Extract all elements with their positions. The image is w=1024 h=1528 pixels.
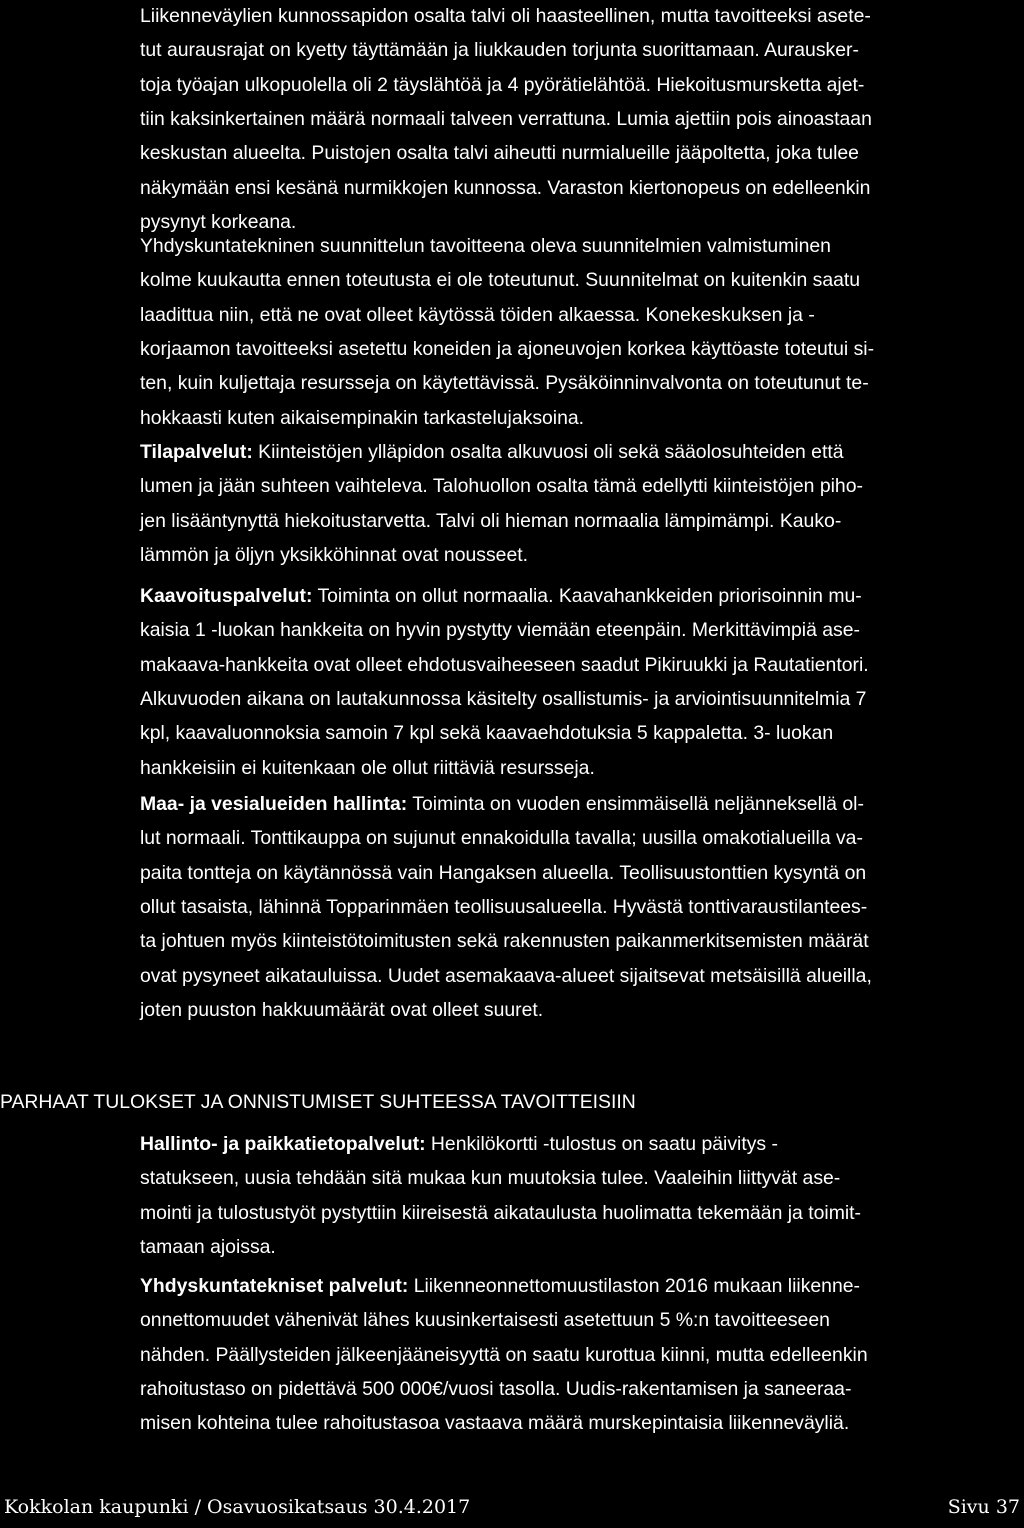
text-line xyxy=(140,137,859,169)
line-text: tiin kaksinkertainen määrä normaali talveen verrattuna. Lumia ajettiin pois ainoastaan xyxy=(140,107,872,130)
line-text: toja työajan ulkopuolella oli 2 täyslähtöä ja 4 pyörätielähtöä. Hiekoitusmursketta ajet- xyxy=(140,73,865,96)
line-text: korjaamon tavoitteeksi asetettu koneiden ja ajoneuvojen korkea käyttöaste toteutui si- xyxy=(140,337,875,360)
paragraph-lead: Tilapalvelut: xyxy=(140,441,253,463)
line-text: lämmön ja öljyn yksikköhinnat ovat nousseet. xyxy=(140,543,529,566)
text-line xyxy=(140,230,831,262)
text-line xyxy=(140,103,872,135)
line-text: tut aurausrajat on kyetty täyttämään ja liukkauden torjunta suorittamaan. Aurausker- xyxy=(140,39,859,62)
line-text: jen lisääntynyttä hiekoitustarvetta. Talvi oli hieman normaalia lämpimämpi. Kauko- xyxy=(140,509,842,532)
text-line xyxy=(140,683,866,715)
text-line xyxy=(140,1339,868,1371)
text-line xyxy=(140,1128,778,1160)
text-line xyxy=(140,752,595,784)
line-text: makaava-hankkeita ovat olleet ehdotusvaiheeseen saadut Pikiruukki ja Rautatientori. xyxy=(140,653,869,676)
text-line xyxy=(140,925,869,957)
text-line xyxy=(140,172,870,204)
line-text: ollut tasaista, lähinnä Topparinmäen teollisuusalueella. Hyvästä tonttivaraustilantees- xyxy=(140,895,868,918)
paragraph-lead: Yhdyskuntatekniset palvelut: xyxy=(140,1275,409,1297)
text-line xyxy=(140,960,872,992)
paragraph-lead: Maa- ja vesialueiden hallinta: xyxy=(140,793,408,815)
text-line xyxy=(140,717,833,749)
text-line xyxy=(140,0,871,32)
paragraph-lead: Kaavoituspalvelut: xyxy=(140,585,313,607)
text-line xyxy=(140,994,543,1026)
text-line xyxy=(140,1304,830,1336)
text-line xyxy=(140,264,860,296)
line-text: keskustan alueelta. Puistojen osalta talvi aiheutti nurmialueille jääpoltetta, joka tulee xyxy=(140,142,859,165)
line-text: rahoitustaso on pidettävä 500 000€/vuosi tasolla. Uudis-rakentamisen ja saneeraa- xyxy=(140,1377,852,1400)
text-line xyxy=(140,539,528,571)
line-text: näkymään ensi kesänä nurmikkojen kunnossa. Varaston kiertonopeus on edelleenkin xyxy=(140,176,871,199)
line-text: hankkeisiin ei kuitenkaan ole ollut riittäviä resursseja. xyxy=(140,756,595,779)
text-line xyxy=(140,891,867,923)
line-text: ovat pysyneet aikatauluissa. Uudet asemakaava-alueet sijaitsevat metsäisillä alueilla, xyxy=(140,964,872,987)
line-text: joten puuston hakkuumäärät ovat olleet suuret. xyxy=(140,998,544,1021)
text-line xyxy=(140,1162,840,1194)
line-text: Henkilökortti -tulostus on saatu päivitys - xyxy=(425,1133,778,1155)
text-line xyxy=(140,333,874,365)
text-line xyxy=(140,614,860,646)
text-line xyxy=(140,436,844,468)
line-text: hokkaasti kuten aikaisempinakin tarkastelujaksoina. xyxy=(140,406,585,429)
line-text: lut normaali. Tonttikauppa on sujunut ennakoidulla tavalla; uusilla omakotialueilla va- xyxy=(140,827,863,850)
line-text: ta johtuen myös kiinteistötoimitusten sekä rakennusten paikanmerkitsemisten määrät xyxy=(140,930,869,953)
text-line xyxy=(140,1407,849,1439)
text-line xyxy=(140,1373,851,1405)
footer-document-title: Kokkolan kaupunki / Osavuosikatsaus 30.4.2017 xyxy=(4,1496,471,1518)
text-line xyxy=(140,788,864,820)
line-text: kpl, kaavaluonnoksia samoin 7 kpl sekä kaavaehdotuksia 5 kappaletta. 3- luokan xyxy=(140,722,834,745)
line-text: Alkuvuoden aikana on lautakunnossa käsitelty osallistumis- ja arviointisuunnitelmia 7 xyxy=(140,687,867,710)
text-line xyxy=(140,367,869,399)
line-text: Liikenneväylien kunnossapidon osalta talvi oli haasteellinen, mutta tavoitteeksi asete- xyxy=(140,5,871,27)
text-line xyxy=(140,505,841,537)
text-line xyxy=(140,1197,861,1229)
line-text: mointi ja tulostustyöt pystyttiin kiireisestä aikataulusta huolimatta tekemään ja toimit- xyxy=(140,1201,862,1224)
line-text: pysynyt korkeana. xyxy=(140,210,297,233)
line-text: kaisia 1 -luokan hankkeita on hyvin pystytty viemään eteenpäin. Merkittävimpiä ase- xyxy=(140,619,860,642)
text-line xyxy=(140,1270,860,1302)
line-text: kolme kuukautta ennen toteutusta ei ole toteutunut. Suunnitelmat on kuitenkin saatu xyxy=(140,269,861,292)
paragraph-lead: Hallinto- ja paikkatietopalvelut: xyxy=(140,1133,426,1155)
line-text: Kiinteistöjen ylläpidon osalta alkuvuosi oli sekä sääolosuhteiden että xyxy=(252,441,844,463)
line-text: misen kohteina tulee rahoitustasoa vastaava määrä murskepintaisia liikenneväyliä. xyxy=(140,1412,850,1435)
text-line xyxy=(140,857,866,889)
line-text: onnettomuudet vähenivät lähes kuusinkertaisesti asetettuun 5 %:n tavoitteeseen xyxy=(140,1309,830,1332)
text-line xyxy=(140,470,863,502)
line-text: Toiminta on ollut normaalia. Kaavahankkeiden priorisoinnin mu- xyxy=(312,585,862,607)
footer-page-number: Sivu 37 xyxy=(947,1496,1020,1518)
line-text: lumen ja jään suhteen vaihteleva. Talohuollon osalta tämä edellytti kiinteistöjen piho- xyxy=(140,475,863,498)
line-text: laadittua niin, että ne ovat olleet käytössä töiden alkaessa. Konekeskuksen ja - xyxy=(140,303,815,326)
text-line xyxy=(140,69,864,101)
line-text: statukseen, uusia tehdään sitä mukaa kun muutoksia tulee. Vaaleihin liittyvät ase- xyxy=(140,1167,841,1190)
text-line xyxy=(140,1231,276,1263)
text-line xyxy=(140,34,859,66)
line-text: Toiminta on vuoden ensimmäisellä neljänneksellä ol- xyxy=(407,793,864,815)
text-line xyxy=(140,649,869,681)
text-line xyxy=(140,580,862,612)
line-text: Yhdyskuntatekninen suunnittelun tavoitteena oleva suunnitelmien valmistuminen xyxy=(140,235,831,257)
line-text: Liikenneonnettomuustilaston 2016 mukaan liikenne- xyxy=(408,1275,860,1297)
line-text: ten, kuin kuljettaja resursseja on käytettävissä. Pysäköinninvalvonta on toteutunut te- xyxy=(140,372,869,395)
section-heading: PARHAAT TULOKSET JA ONNISTUMISET SUHTEESSA TAVOITTEISIIN xyxy=(0,1091,636,1113)
text-line xyxy=(140,822,863,854)
text-line xyxy=(140,402,584,434)
line-text: nähden. Päällysteiden jälkeenjääneisyyttä on saatu kurottua kiinni, mutta edelleenkin xyxy=(140,1343,868,1366)
line-text: paita tontteja on käytännössä vain Hangaksen alueella. Teollisuustonttien kysyntä on xyxy=(140,861,867,884)
text-line xyxy=(140,299,815,331)
line-text: tamaan ajoissa. xyxy=(140,1235,276,1258)
